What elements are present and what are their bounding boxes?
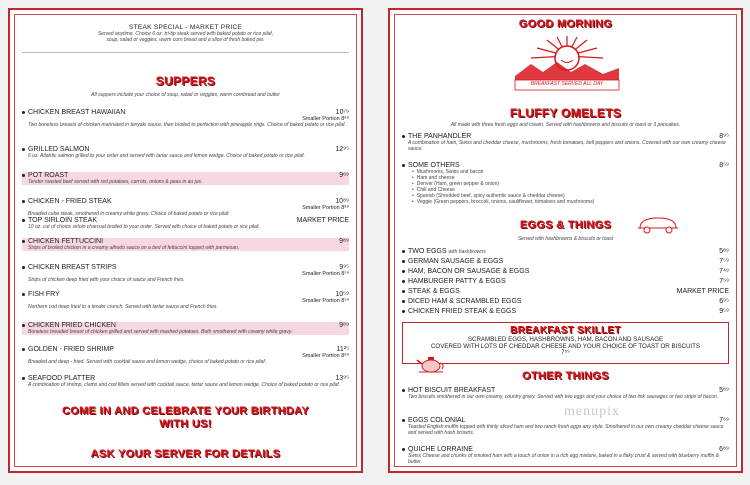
eggs-intro: Served with hashbrowns & biscuits or toast — [517, 236, 614, 242]
skillet-line1: SCRAMBLED EGGS, HASHBROWNS, HAM, BACON AND SAUSAGE — [467, 336, 664, 343]
item-name: DICED HAM & SCRAMBLED EGGS — [408, 298, 522, 305]
bullet — [402, 260, 405, 263]
item-price: 12⁹⁵ — [335, 146, 349, 153]
supper-item — [22, 172, 349, 185]
item-name: THE PANHANDLER — [408, 133, 472, 140]
item-price: 7⁶⁹ — [719, 417, 729, 424]
item-description: Breaded cube steak, smothered in creamy white gravy. Choice of baked potato or rice pilaf. — [28, 211, 230, 217]
item-smaller-portion: Smaller Portion 8⁸⁹ — [302, 116, 349, 122]
bullet — [402, 389, 405, 392]
item-price: 10⁷⁹ — [335, 109, 349, 116]
item-name: CHICKEN BREAST HAWAIIAN — [28, 109, 126, 116]
supper-item — [22, 109, 349, 128]
item-description: Toasted English muffin topped with thinly sliced ham and two ranch fresh eggs any style. Smothered in our own creamy cheddar cheese sauce and served with hash browns. — [408, 424, 724, 436]
item-smaller-portion: Smaller Portion 8⁵⁹ — [302, 271, 349, 277]
supper-item — [22, 375, 349, 388]
bullet — [22, 148, 25, 151]
item-name: CHICKEN - FRIED STEAK — [28, 198, 112, 205]
item-description: Two biscuits smothered in our own creamy, country gravy. Served with two eggs and your choice of two link sausages or two strips of bacon. — [408, 394, 719, 400]
item-description: A combination of ham, Swiss and cheddar cheese, mushrooms, fresh tomatoes, bell peppers and onions. Covered with our own creamy cheese sauce. — [408, 140, 726, 152]
option-text: Ham and cheese — [416, 175, 455, 181]
steak-special-title: STEAK SPECIAL - MARKET PRICE — [128, 24, 243, 31]
wagon-icon — [636, 216, 680, 234]
skillet-title: BREAKFAST SKILLET — [510, 325, 621, 336]
item-price: 9⁵⁹ — [719, 308, 729, 315]
item-note: with hashbrowns — [448, 249, 486, 255]
suppers-intro: All suppers include your choice of soup, salad or veggies, warm cornbread and butter — [91, 92, 280, 98]
item-description: Swiss Cheese and chunks of smoked ham with a touch of onion in a rich egg mixture, baked in a flaky crust & served with blueberry muffin & butter. — [408, 453, 719, 465]
option-text: Chili and Cheese — [416, 187, 455, 193]
bullet — [402, 419, 405, 422]
item-description: 10 oz. cut of choice sirloin charcoal broiled to your order. Served with choice of baked potato or rice pilaf. — [28, 224, 260, 230]
divider — [22, 52, 349, 53]
bullet — [22, 174, 25, 177]
eggs-item — [402, 258, 729, 265]
item-price: 5⁸⁹ — [719, 248, 729, 255]
item-price: 7⁴⁹ — [719, 268, 729, 275]
item-name: TOP SIRLOIN STEAK — [28, 217, 97, 224]
item-name: STEAK & EGGS — [408, 288, 460, 295]
item-name: TWO EGGS — [408, 248, 447, 255]
right-menu-page — [388, 8, 743, 473]
item-name: HOT BISCUIT BREAKFAST — [408, 387, 496, 394]
item-price: 7⁵⁹ — [719, 278, 729, 285]
item-price: MARKET PRICE — [676, 288, 729, 295]
item-price: 11²⁵ — [336, 346, 349, 353]
item-name: HAMBURGER PATTY & EGGS — [408, 278, 506, 285]
bullet — [402, 164, 405, 167]
skillet-price: 7⁵⁹ — [561, 350, 570, 356]
item-name: GRILLED SALMON — [28, 146, 90, 153]
eggs-item — [402, 298, 729, 305]
item-name: SEAFOOD PLATTER — [28, 375, 96, 382]
bullet — [22, 111, 25, 114]
supper-item — [22, 238, 349, 251]
item-name: CHICKEN FRIED CHICKEN — [28, 322, 116, 329]
item-name: EGGS COLONIAL — [408, 417, 466, 424]
birthday-line1: COME IN AND CELEBRATE YOUR BIRTHDAY — [61, 405, 310, 417]
item-price: 7⁵⁹ — [719, 258, 729, 265]
supper-item — [22, 146, 349, 159]
eggs-item — [402, 288, 729, 295]
steak-special-line2: soup, salad or veggies, warm corn bread and a slice of fresh baked pie. — [106, 37, 265, 43]
birthday-promo — [10, 405, 361, 431]
other-item — [402, 446, 729, 465]
item-price: 9⁸⁹ — [339, 322, 349, 329]
bullet — [402, 270, 405, 273]
supper-item — [22, 264, 349, 283]
item-description: Northern cod deep fried to a tender crunch. Served with tartar sauce and French fries. — [28, 304, 218, 310]
item-name: CHICKEN FETTUCCINI — [28, 238, 104, 245]
item-price: 10⁸⁹ — [335, 198, 349, 205]
item-price: 8⁹⁵ — [719, 133, 729, 140]
item-name: CHICKEN FRIED STEAK & EGGS — [408, 308, 517, 315]
bullet: • — [412, 199, 414, 205]
item-name: FISH FRY — [28, 291, 60, 298]
supper-item — [22, 217, 349, 230]
steak-special-line1: Served anytime. Choice 6 oz. tri-tip steak served with baked potato or rice pilaf, — [97, 31, 274, 37]
option-text: Veggie (Green peppers, broccoli, onions, cauliflower, tomatoes and mushrooms) — [416, 199, 595, 205]
bullet — [402, 250, 405, 253]
other-item — [402, 387, 729, 400]
item-name: GERMAN SAUSAGE & EGGS — [408, 258, 504, 265]
option-text: Denver (Ham, green pepper & onion) — [416, 181, 500, 187]
skillet-line2: COVERED WITH LOTS OF CHEDDAR CHEESE AND YOUR CHOICE OF TOAST OR BISCUITS — [430, 343, 701, 350]
eggs-item — [402, 248, 729, 255]
option-text: Spanish (Shredded beef, spicy authentic sauce & cheddar cheese) — [416, 193, 565, 199]
item-name: QUICHE LORRAINE — [408, 446, 473, 453]
skillet-box — [402, 322, 729, 364]
item-name: CHICKEN BREAST STRIPS — [28, 264, 117, 271]
eggs-item — [402, 268, 729, 275]
bullet: • — [412, 169, 414, 175]
item-description: Strips of broiled chicken in a creamy alfredo sauce on a bed of fettuccini topped with parmesan. — [28, 245, 240, 251]
watermark: menupix — [564, 404, 620, 419]
other-things-title: OTHER THINGS — [522, 370, 609, 382]
suppers-title: SUPPERS — [155, 74, 216, 88]
item-name: SOME OTHERS — [408, 162, 460, 169]
bullet — [402, 290, 405, 293]
bullet: • — [412, 181, 414, 187]
item-description: 6 oz. Atlantic salmon grilled to your order and served with tartar sauce and lemon wedge. Choice of baked potato or rice pilaf. — [28, 153, 305, 159]
item-smaller-portion: Smaller Portion 8⁸⁹ — [302, 353, 349, 359]
item-price: 13⁹⁵ — [335, 375, 349, 382]
teapot-icon — [416, 352, 446, 374]
item-smaller-portion: Smaller Portion 8⁸⁹ — [302, 205, 349, 211]
item-price: 9⁹⁵ — [339, 264, 349, 271]
bullet — [22, 266, 25, 269]
supper-item — [22, 198, 349, 217]
omelet-options-list — [402, 169, 729, 205]
eggs-item — [402, 308, 729, 315]
bullet: • — [412, 175, 414, 181]
item-price: 10⁵⁹ — [335, 291, 349, 298]
omelet-option — [412, 199, 729, 205]
bullet — [22, 293, 25, 296]
omelets-title: FLUFFY OMELETS — [509, 106, 622, 120]
birthday-line2: WITH US! — [159, 418, 212, 430]
bullet — [402, 310, 405, 313]
item-price: 6⁹⁵ — [719, 298, 729, 305]
item-description: Two boneless breasts of chicken marinated in teriyaki sauce, then broiled to perfection with pineapple rings. Choice of baked potato or rice pilaf. — [28, 122, 346, 128]
bullet — [402, 448, 405, 451]
bullet: • — [412, 193, 414, 199]
item-price: 5⁸⁹ — [719, 387, 729, 394]
item-smaller-portion: Smaller Portion 8⁵⁹ — [302, 298, 349, 304]
bullet — [22, 348, 25, 351]
item-price: 8⁵⁹ — [719, 162, 729, 169]
omelet-some-others — [402, 162, 729, 205]
bullet — [402, 135, 405, 138]
item-name: POT ROAST — [28, 172, 69, 179]
bullet — [22, 324, 25, 327]
left-menu-page — [8, 8, 363, 473]
ask-server: ASK YOUR SERVER FOR DETAILS — [90, 448, 281, 460]
bullet — [402, 280, 405, 283]
option-text: Mushrooms, Swiss and bacon — [416, 169, 484, 175]
eggs-item — [402, 278, 729, 285]
bullet: • — [412, 187, 414, 193]
item-description: Tender roasted beef served with red potatoes, carrots, onions & peas in au jus. — [28, 179, 203, 185]
steak-special — [22, 24, 349, 43]
item-price: 9⁸⁹ — [339, 238, 349, 245]
item-name: HAM, BACON OR SAUSAGE & EGGS — [408, 268, 530, 275]
item-description: Boneless breaded breast of chicken grilled and served with mashed potatoes. Both smothered with creamy white gravy. — [28, 329, 293, 335]
supper-item — [22, 322, 349, 335]
bullet — [402, 300, 405, 303]
supper-item — [22, 346, 349, 365]
eggs-title: EGGS & THINGS — [519, 219, 612, 231]
item-price: 9⁶⁹ — [339, 172, 349, 179]
omelets-intro: All made with three fresh eggs and cream. Served with hashbrowns and biscuits or toast or 3 pancakes. — [450, 122, 681, 128]
bullet — [22, 240, 25, 243]
bullet — [22, 219, 25, 222]
good-morning-title: GOOD MORNING — [518, 18, 613, 30]
item-description: Breaded and deep - fried. Served with cocktail sauce and lemon wedge, choice of baked potato or rice pilaf. — [28, 359, 267, 365]
item-description: A combination of shrimp, clams and cod fillets served with cocktail sauce, tartar sauce and lemon wedge. Choice of baked potato or rice pilaf. — [28, 382, 341, 388]
supper-item — [22, 291, 349, 310]
sunrise-logo — [511, 34, 623, 92]
item-price: MARKET PRICE — [296, 217, 349, 224]
bullet — [22, 200, 25, 203]
item-description: Strips of chicken deep fried with your choice of sauce and French fries. — [28, 277, 185, 283]
omelet-panhandler — [402, 133, 729, 152]
item-price: 6⁸⁹ — [719, 446, 729, 453]
breakfast-banner: BREAKFAST SERVED ALL DAY — [530, 81, 604, 87]
item-name: GOLDEN - FRIED SHRIMP — [28, 346, 114, 353]
bullet — [22, 377, 25, 380]
